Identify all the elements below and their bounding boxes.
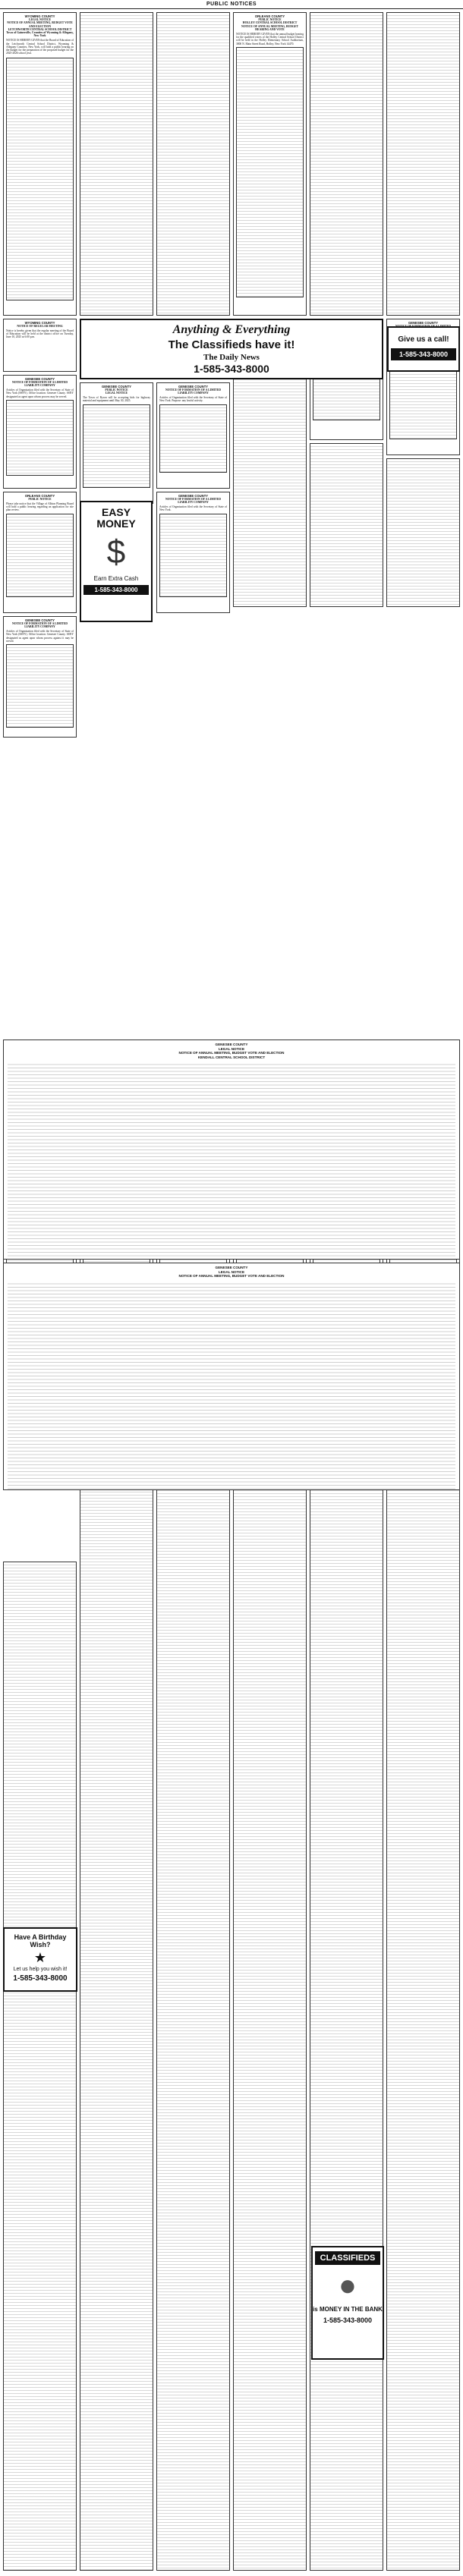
notice-body: Please take notice that the Village of Albion Planning Board will hold a public hearing regarding an application for site plan review.	[6, 502, 74, 512]
notice-body-text	[386, 1378, 460, 2571]
ad-subheadline: The Classifieds have it!	[168, 338, 295, 351]
notice-county: GENESEE COUNTY	[101, 385, 132, 388]
notice-county: GENESEE COUNTY	[408, 321, 439, 325]
notice-body-text	[233, 1393, 307, 2571]
piggy-bank-icon: ●	[338, 2269, 357, 2302]
notice-body-text	[6, 400, 74, 476]
classifieds-money-ad[interactable]	[311, 2246, 384, 2360]
notice-type: LEGAL NOTICE	[28, 18, 51, 21]
legal-notice	[3, 12, 77, 316]
notice-county: ORLEANS COUNTY	[24, 494, 55, 498]
ad-phone[interactable]: 1-585-343-8000	[194, 363, 269, 375]
notice-title: NOTICE OF ANNUAL MEETING, BUDGET VOTE AND ELECTION	[178, 1274, 285, 1278]
notice-type: PUBLIC NOTICE	[258, 18, 282, 21]
newspaper-name: The Daily News	[203, 353, 260, 362]
notice-body: Notice is hereby given that the regular meeting of the Board of Education will be held at the district office on Tuesday, June 10, 2025 at 6:00 p.m.	[6, 329, 74, 339]
legal-notice	[3, 375, 77, 489]
notice-body-text	[386, 458, 460, 607]
notice-body-text	[80, 12, 153, 316]
notice-body: The Town of Byron will be accepting bids for highway material and equipment until May 30, 2025.	[83, 396, 150, 403]
wide-notice-spacer	[386, 610, 460, 1065]
notice-body-text	[310, 443, 383, 607]
notice-body: NOTICE IS HEREBY GIVEN that the annual budget hearing for the qualified voters of the Holley Central School District will be held in the Holley Elementary School Auditorium, 3800 N. Main Street Road, Holley, New York 14470.	[236, 32, 304, 46]
notice-body-text	[156, 1457, 230, 2571]
ad-subheadline: Let us help you wish it!	[13, 1967, 68, 1972]
classifieds-ad[interactable]	[80, 319, 383, 379]
notice-type: LEGAL NOTICE	[218, 1269, 245, 1274]
notice-type: PUBLIC NOTICE	[28, 498, 52, 501]
notice-county: GENESEE COUNTY	[24, 377, 55, 381]
give-us-a-call-ad[interactable]	[387, 326, 460, 372]
notice-type: PUBLIC NOTICE	[105, 388, 128, 392]
notice-body-text	[6, 514, 74, 597]
ad-headline: Have A Birthday Wish?	[14, 1933, 67, 1949]
notice-county: WYOMING COUNTY	[24, 14, 55, 18]
wide-notice-spacer	[3, 741, 77, 1059]
notice-body: Articles of Organization filed with the Secretary of State of New York (SSNY). Office location: Genesee County. SSNY designated as agent upon whom process against it may be served.	[6, 630, 74, 643]
notice-type: NOTICE OF FORMATION OF A LIMITED LIABILITY COMPANY	[12, 381, 68, 388]
notice-title: NOTICE OF ANNUAL MEETING, BUDGET VOTE AND ELECTION	[7, 21, 73, 28]
wide-notice-spacer	[80, 624, 153, 1079]
notice-body: Articles of Organization filed with the Secretary of State of New York. Purpose: any lawful activity.	[159, 396, 227, 403]
notice-place: Town of Gainesville, Counties of Wyoming & Allegany, New York	[6, 31, 74, 38]
notice-body: Articles of Organization filed with the Secretary of State of New York (SSNY). Office location: Genesee County. SSNY designated as agent upon whom process may be served.	[6, 388, 74, 398]
ad-phone[interactable]: 1-585-343-8000	[391, 348, 456, 360]
notice-subtitle: NOTICE OF ANNUAL MEETING, BUDGET HEARING AND VOTE	[241, 24, 299, 31]
notice-subtitle: LETCHWORTH CENTRAL SCHOOL DISTRICT	[8, 27, 72, 31]
notice-body-text	[310, 1378, 383, 2571]
notice-body-text	[6, 58, 74, 300]
notice-body-text	[386, 12, 460, 316]
notice-county: GENESEE COUNTY	[215, 1266, 248, 1269]
notice-body: Articles of Organization filed with the Secretary of State of New York.	[159, 505, 227, 512]
legal-notice	[156, 492, 230, 613]
ad-headline: Give us a call!	[398, 335, 449, 344]
ad-subheadline: Earn Extra Cash	[93, 575, 139, 582]
wide-notice-spacer	[310, 610, 383, 1065]
notice-type: NOTICE OF FORMATION OF A LIMITED LIABILITY COMPANY	[165, 498, 221, 505]
ad-headline: CLASSIFIEDS	[315, 2251, 380, 2265]
ad-headline: EASY MONEY	[96, 506, 136, 530]
wide-notice-spacer	[156, 616, 230, 1071]
notice-type: LEGAL NOTICE	[218, 1046, 245, 1051]
notice-county: ORLEANS COUNTY	[254, 14, 285, 18]
notice-county: GENESEE COUNTY	[215, 1043, 248, 1046]
notice-body-text	[6, 644, 74, 728]
notice-body-text	[236, 47, 304, 297]
legal-notice	[3, 319, 77, 372]
page-title: PUBLIC NOTICES	[0, 0, 463, 9]
notice-type: NOTICE OF REGULAR MEETING	[17, 325, 63, 328]
ad-phone[interactable]: 1-585-343-8000	[83, 585, 149, 595]
ad-headline: Anything & Everything	[172, 323, 291, 336]
notice-county: WYOMING COUNTY	[24, 321, 55, 325]
notice-body-text	[83, 404, 150, 488]
notice-county: GENESEE COUNTY	[178, 385, 209, 388]
ad-phone[interactable]: 1-585-343-8000	[323, 2317, 373, 2324]
ad-phone[interactable]: 1-585-343-8000	[13, 1974, 68, 1983]
notice-title: LEGAL NOTICE	[105, 392, 128, 395]
notice-type: NOTICE OF FORMATION OF A LIMITED LIABILITY COMPANY	[12, 622, 68, 629]
legal-notice	[3, 492, 77, 613]
money-icon: $	[106, 533, 126, 571]
notice-body-text	[3, 1562, 77, 2571]
wide-notice-spacer	[233, 610, 307, 1065]
ad-subheadline: is MONEY IN THE BANK	[313, 2306, 383, 2313]
birthday-wish-ad[interactable]	[3, 1927, 77, 1992]
notice-title: HOLLEY CENTRAL SCHOOL DISTRICT	[242, 21, 298, 25]
notice-body: NOTICE IS HEREBY GIVEN that the Board of Education of the Letchworth Central School District, Wyoming & Allegany Counties, New York, will hold a public hearing on the budget for the preparation of the proposed budget for the 2025-2026 school year.	[6, 39, 74, 55]
ad-spacer	[3, 1490, 77, 1558]
legal-notice	[3, 616, 77, 738]
notice-title: NOTICE OF ANNUAL MEETING, BUDGET VOTE AND ELECTION	[178, 1051, 285, 1055]
notice-body-text	[8, 1062, 455, 1260]
notice-subtitle: KENDALL CENTRAL SCHOOL DISTRICT	[197, 1055, 266, 1059]
notice-type: NOTICE OF FORMATION OF A LIMITED LIABILITY COMPANY	[165, 388, 221, 395]
legal-notice	[80, 382, 153, 504]
legal-notice	[233, 12, 307, 316]
legal-notice	[156, 382, 230, 489]
notice-body-text	[8, 1281, 455, 1491]
notice-body-text	[310, 12, 383, 316]
notice-county: GENESEE COUNTY	[24, 618, 55, 622]
cake-icon: ★	[33, 1950, 47, 1965]
wide-legal-notice	[3, 1263, 460, 1490]
notice-body-text	[156, 12, 230, 316]
easy-money-ad[interactable]	[80, 501, 153, 622]
wide-legal-notice	[3, 1040, 460, 1260]
notice-body-text	[159, 514, 227, 597]
notice-county: GENESEE COUNTY	[178, 494, 209, 498]
notice-body-text	[159, 404, 227, 473]
